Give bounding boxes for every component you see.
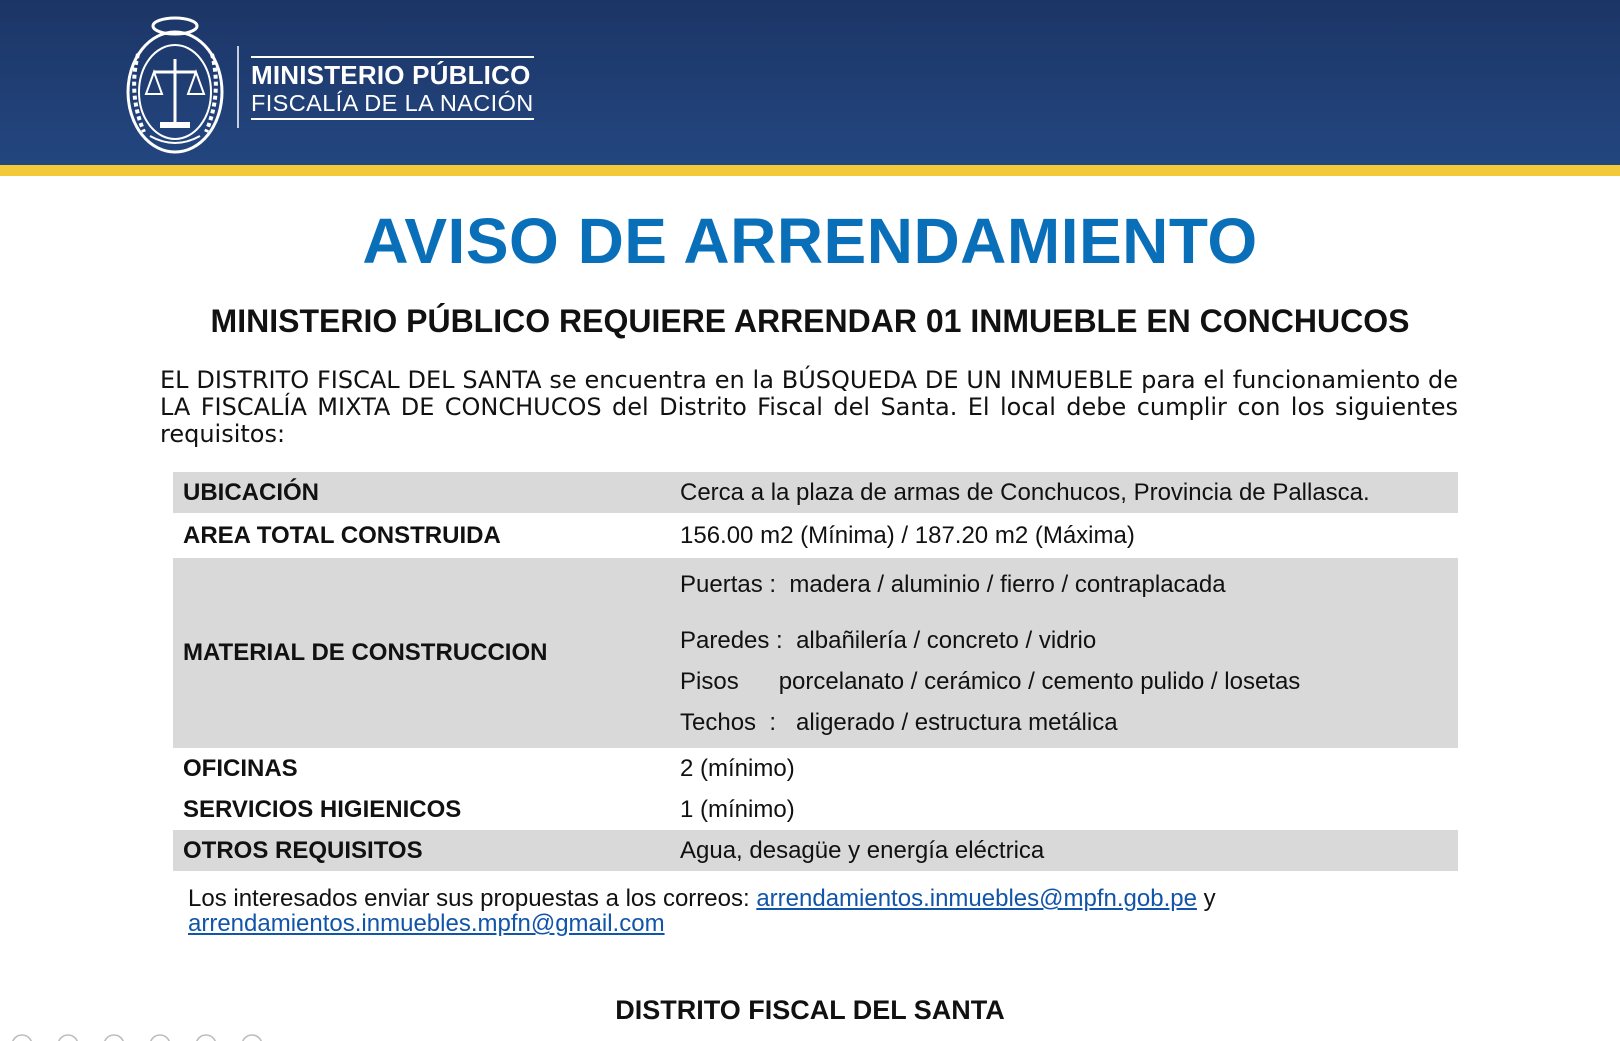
material-doors: Puertas : madera / aluminio / fierro / contraplacada	[680, 570, 1226, 598]
material-floors: Pisos porcelanato / cerámico / cemento pulido / losetas	[680, 667, 1301, 695]
table-row	[173, 558, 1458, 748]
requirement-label: AREA TOTAL CONSTRUIDA	[183, 521, 501, 549]
contact-joiner: y	[1196, 885, 1216, 912]
requirements-table	[173, 472, 1458, 871]
table-row	[173, 789, 1458, 830]
requirement-value: Cerca a la plaza de armas de Conchucos, Provincia de Pallasca.	[670, 472, 1458, 513]
requirement-label: OTROS REQUISITOS	[173, 830, 670, 871]
page-title: AVISO DE ARRENDAMIENTO	[362, 205, 1258, 277]
footer-district: DISTRITO FISCAL DEL SANTA	[615, 995, 1005, 1025]
contact-prefix: Los interesados enviar sus propuestas a los correos:	[188, 885, 757, 912]
intro-paragraph: EL DISTRITO FISCAL DEL SANTA se encuentra en la BÚSQUEDA DE UN INMUEBLE para el funcionamiento de LA FISCALÍA MIXTA DE CONCHUCOS del Distrito Fiscal del Santa. El local debe cumplir con los siguientes requisitos:	[160, 366, 1458, 448]
table-row	[173, 830, 1458, 871]
requirement-value: 156.00 m2 (Mínima) / 187.20 m2 (Máxima)	[680, 521, 1135, 549]
material-roofs: Techos : aligerado / estructura metálica	[680, 708, 1118, 736]
decorative-circles-icon	[0, 1033, 280, 1041]
header-accent-stripe	[0, 165, 1620, 176]
requirement-value: Agua, desagüe y energía eléctrica	[670, 830, 1458, 871]
table-row	[173, 748, 1458, 789]
header-banner	[0, 0, 1620, 165]
contact-text	[188, 886, 1428, 936]
material-walls: Paredes : albañilería / concreto / vidrio	[680, 626, 1097, 654]
requirement-value: 1 (mínimo)	[680, 795, 795, 823]
requirement-value	[670, 558, 1458, 748]
requirement-label: SERVICIOS HIGIENICOS	[183, 795, 462, 823]
brand-logo	[251, 56, 534, 120]
requirement-label: OFICINAS	[183, 754, 298, 782]
header-divider	[237, 46, 239, 128]
table-row	[173, 472, 1458, 513]
requirement-value: 2 (mínimo)	[680, 754, 795, 782]
requirement-label: UBICACIÓN	[173, 472, 670, 513]
org-name: MINISTERIO PÚBLICO	[251, 56, 534, 90]
requirement-label: MATERIAL DE CONSTRUCCION	[173, 558, 670, 748]
justice-scales-seal-icon	[124, 14, 226, 156]
email-link-mpfn[interactable]: arrendamientos.inmuebles@mpfn.gob.pe	[756, 885, 1197, 912]
page-subtitle: MINISTERIO PÚBLICO REQUIERE ARRENDAR 01 INMUEBLE EN CONCHUCOS	[210, 303, 1410, 339]
table-row	[173, 513, 1458, 558]
org-subtitle: FISCALÍA DE LA NACIÓN	[251, 90, 534, 120]
email-link-gmail[interactable]: arrendamientos.inmuebles.mpfn@gmail.com	[188, 910, 665, 937]
